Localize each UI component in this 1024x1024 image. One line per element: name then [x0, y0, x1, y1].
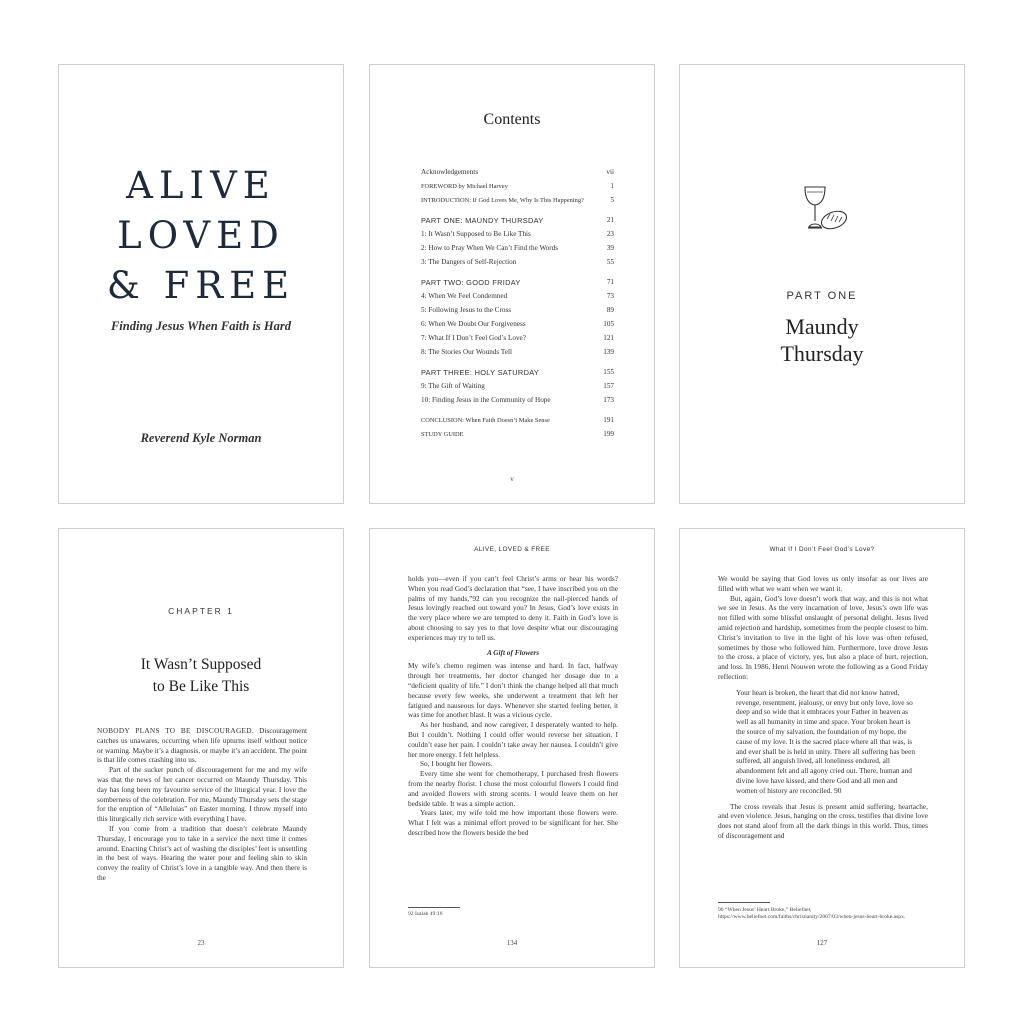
- table-of-contents: [421, 165, 614, 441]
- text-page-134: [369, 528, 655, 968]
- footnote-rule: [718, 902, 770, 903]
- toc-row: [421, 317, 614, 331]
- toc-row: [421, 227, 614, 241]
- toc-part-row: [421, 365, 614, 379]
- toc-row: [421, 393, 614, 407]
- toc-entry-title: 3: The Dangers of Self-Rejection: [421, 258, 517, 266]
- toc-row: [421, 241, 614, 255]
- paragraph: As her husband, and now caregiver, I desperately wanted to help. But I couldn’t. Nothing I could offer would reverse her situation. I couldn’t ease her pain. I couldn’t take away her nausea. I couldn’t give her more energy. I felt helpless.: [408, 720, 618, 759]
- paragraph: We would be saying that God loves us only insofar as our lives are filled with what we want when we want it.: [718, 574, 928, 593]
- toc-entry-title: PART TWO: GOOD FRIDAY: [421, 277, 521, 287]
- page-number: 127: [816, 939, 828, 947]
- toc-entry-title: 6: When We Doubt Our Forgiveness: [421, 320, 526, 328]
- footnote: 92 Isaiah 49:16: [408, 911, 443, 917]
- toc-entry-title: 2: How to Pray When We Can’t Find the Words: [421, 244, 559, 252]
- chapter-title-line: It Wasn’t Supposed: [140, 656, 262, 673]
- toc-entry-page: 89: [606, 306, 614, 314]
- paragraph-text: Discouragement catches us unawares, occurring when life upturns itself without notice or warning. Maybe it’s a diagnosis, or maybe it’s an accident. The point is that life comes crashing into us.: [97, 726, 307, 765]
- chapter-body-text: [97, 726, 307, 883]
- toc-entry-title: PART THREE: HOLY SATURDAY: [421, 367, 540, 377]
- book-cover-page: [58, 64, 344, 504]
- paragraph: Part of the sucker punch of discouragement for me and my wife was that the news of her cancer occurred on Maundy Thursday. This day has long been my favourite service of the liturgical year. I love the somberness of the celebration. For me, Maundy Thursday sets the stage for the eruption of “Alleluias” on Easter morning. I throw myself into this liturgically rich service with everything I have.: [97, 765, 307, 824]
- running-head: ALIVE, LOVED & FREE: [474, 546, 550, 553]
- text-page-127: [679, 528, 965, 968]
- toc-entry-title: 8: The Stories Our Wounds Tell: [421, 348, 512, 356]
- paragraph: But, again, God’s love doesn’t work that way, and this is not what we see in Jesus. As the very incarnation of love, Jesus’s own life was not filled with some blissful onslaught of personal delight. Jesus lived amid rejection and hardship, sometimes from the people closest to him. Christ’s invitation to live in the light of his love was often refused, sometimes by those who followed him. Furthermore, love drove Jesus to the cross, a place of victory, yes, but also a place of hurt, rejection, and loss. In 1986, Henri Nouwen wrote the following as a Good Friday reflection:: [718, 593, 928, 681]
- toc-entry-title: 10: Finding Jesus in the Community of Hope: [421, 396, 551, 404]
- paragraph: The cross reveals that Jesus is present amid suffering, heartache, and even violence. Jesus, hanging on the cross, testifies that divine love does not stand aloof from all the dark things in this world. Thus, times of discouragement and: [718, 801, 928, 840]
- chapter-label: CHAPTER 1: [168, 606, 234, 616]
- paragraph: Years later, my wife told me how important those flowers were. What I felt was a minimal effort proved to be significant for her. She described how the flowers beside the bed: [408, 808, 618, 837]
- cover-author: Reverend Kyle Norman: [140, 431, 262, 445]
- toc-row: [421, 193, 614, 207]
- page-body-text: [718, 574, 928, 841]
- toc-row: [421, 379, 614, 393]
- chapter-opening-page: [58, 528, 344, 968]
- block-quote: Your heart is broken, the heart that did not know hatred, revenge, resentment, jealousy, or envy but only love, love so deep and so wide that it embraces your Father in heaven as well as all humanity in time and space. Your broken heart is the source of my salvation, the foundation of my hope, the cause of my love. It is the sacred place where all that was, is and ever shall be is held in unity. There all suffering has been suffered, all anguish lived, all loneliness endured, all abandonment felt and all agony cried out. There, human and divine love have kissed, and there God and all men and women of history are reconciled. 90: [736, 687, 915, 795]
- toc-entry-page: 139: [603, 348, 614, 356]
- toc-entry-title: 4: When We Feel Condemned: [421, 292, 508, 300]
- toc-entry-page: 55: [606, 258, 614, 266]
- toc-row: [421, 427, 614, 441]
- paragraph: [97, 726, 307, 765]
- page-number: 23: [197, 939, 205, 947]
- toc-entry-title: INTRODUCTION: If God Loves Me, Why Is This Happening?: [421, 196, 584, 204]
- toc-entry-page: 21: [606, 216, 614, 224]
- toc-entry-title: 9: The Gift of Waiting: [421, 382, 485, 390]
- part-title-line: Thursday: [780, 341, 864, 366]
- toc-entry-page: 23: [606, 230, 614, 238]
- toc-entry-page: 73: [606, 292, 614, 300]
- chapter-title-line: to Be Like This: [152, 678, 250, 695]
- toc-entry-title: PART ONE: MAUNDY THURSDAY: [421, 215, 544, 225]
- toc-entry-page: 5: [610, 196, 614, 204]
- toc-entry-title: CONCLUSION: When Faith Doesn’t Make Sense: [421, 416, 550, 424]
- cover-title-line: LOVED: [117, 214, 285, 257]
- footnote: 90 “When Jesus’ Heart Broke,” Beliefnet, https://www.beliefnet.com/faiths/christianity/2007/03/when-jesus-heart-broke.aspx.: [718, 907, 906, 921]
- toc-row: [421, 331, 614, 345]
- part-label: PART ONE: [786, 290, 858, 302]
- chalice-and-bread-icon: [802, 185, 852, 237]
- toc-entry-page: vii: [606, 168, 614, 176]
- toc-entry-page: 121: [603, 334, 614, 342]
- page-number: 134: [506, 939, 518, 947]
- paragraph: Every time she went for chemotherapy, I purchased fresh flowers from the nearby florist. I chose the most colourful flowers I could find and avoided flowers with strong scents. I would leave them on her bedside table. It was a simple action.: [408, 769, 618, 808]
- cover-title: [59, 161, 343, 311]
- paragraph: My wife’s chemo regimen was intense and hard. In fact, halfway through her treatments, her doctor changed her dosage due to a “deficient quality of life.” I don’t think the change helped all that much because every few weeks, she underwent a treatment that left her fatigued and nauseous for days. Whenever she started feeling better, it was time for another blast. It was a vicious cycle.: [408, 661, 618, 720]
- part-one-page: [679, 64, 965, 504]
- paragraph: holds you—even if you can’t feel Christ’s arms or hear his words? When you read God’s declaration that “see, I have inscribed you on the palms of my hands,”92 can you recognize the nail-pierced hands of Jesus lovingly reached out toward you? In Jesus, God’s love exists in the very place where we are tempted to deny it. Faith in God’s love is about choosing to say yes to that love despite what our discouraging experiences may try to tell us.: [408, 574, 618, 642]
- toc-row: [421, 165, 614, 179]
- toc-entry-title: Acknowledgements: [421, 168, 479, 176]
- toc-entry-page: 39: [606, 244, 614, 252]
- cover-title-line: & FREE: [106, 264, 296, 307]
- cover-subtitle: Finding Jesus When Faith is Hard: [110, 319, 292, 333]
- toc-entry-title: 1: It Wasn’t Supposed to Be Like This: [421, 230, 531, 238]
- toc-entry-page: 157: [603, 382, 614, 390]
- toc-row: [421, 303, 614, 317]
- footnote-rule: [408, 907, 460, 908]
- chapter-lead-in: NOBODY PLANS TO BE DISCOURAGED.: [97, 726, 254, 735]
- toc-entry-title: STUDY GUIDE: [421, 430, 464, 438]
- toc-entry-title: 7: What If I Don’t Feel God’s Love?: [421, 334, 526, 342]
- toc-row: [421, 255, 614, 269]
- page-number: v: [510, 475, 514, 483]
- part-title-line: Maundy: [785, 314, 859, 339]
- contents-heading: Contents: [483, 111, 541, 128]
- part-title: [680, 313, 964, 367]
- toc-entry-page: 173: [603, 396, 614, 404]
- cover-title-line: ALIVE: [126, 164, 276, 207]
- toc-part-row: [421, 213, 614, 227]
- toc-entry-page: 1: [610, 182, 614, 190]
- paragraph: If you come from a tradition that doesn’t celebrate Maundy Thursday, I encourage you to take in a service the next time it comes around. Enacting Christ’s act of washing the disciples’ feet is unsettling in the best of ways. Hearing the water pour and feeling skin to skin convey the reality of Christ’s love in a tangible way. And then there is the: [97, 823, 307, 882]
- toc-row: [421, 289, 614, 303]
- toc-entry-title: 5: Following Jesus to the Cross: [421, 306, 512, 314]
- toc-row: [421, 345, 614, 359]
- paragraph: So, I bought her flowers.: [420, 759, 493, 769]
- toc-entry-page: 105: [603, 320, 614, 328]
- chapter-title: [59, 654, 343, 698]
- toc-entry-title: FOREWORD by Michael Harvey: [421, 182, 508, 190]
- contents-page: [369, 64, 655, 504]
- toc-entry-page: 199: [603, 430, 614, 438]
- section-subheading: A Gift of Flowers: [486, 647, 540, 657]
- toc-entry-page: 191: [603, 416, 614, 424]
- toc-row: [421, 179, 614, 193]
- toc-entry-page: 71: [606, 278, 614, 286]
- toc-entry-page: 155: [603, 368, 614, 376]
- running-head: What If I Don’t Feel God’s Love?: [769, 546, 875, 553]
- page-body-text: [408, 574, 618, 838]
- toc-row: [421, 413, 614, 427]
- toc-part-row: [421, 275, 614, 289]
